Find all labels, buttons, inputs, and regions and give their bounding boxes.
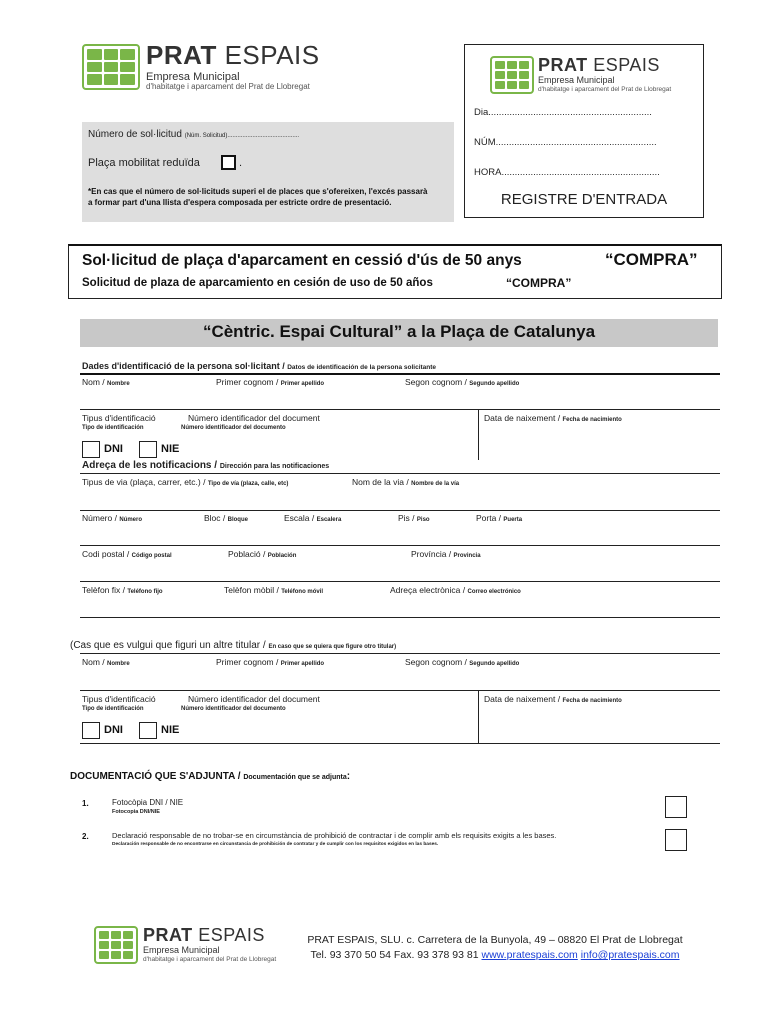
footer-brand-line1: Empresa Municipal xyxy=(143,945,220,956)
second-naix-label: Data de naixement / xyxy=(484,694,561,704)
second-tipus-label: Tipus d'identificació xyxy=(82,694,156,704)
registry-dia: Dia.............................................................. xyxy=(474,107,652,118)
registry-brand-line2: d'habitatge i aparcament del Prat de Llobregat xyxy=(538,86,672,94)
applicant-cognom1-es: Primer apellido xyxy=(280,381,325,387)
address-bloc-label: Bloc / xyxy=(204,513,226,523)
divider xyxy=(478,410,479,460)
reduced-mobility-label: Plaça mobilitat reduïda xyxy=(88,157,200,169)
doc2-text-es: Declaración responsable de no encontrarse en circunstancia de prohibición de contratar y de cumplir con los requisitos exigidos en las bases. xyxy=(112,842,439,847)
second-nom-es: Nombre xyxy=(107,661,130,667)
doc2-text: Declaració responsable de no trobar-se en circumstància de prohibició de contractar i de complir amb els requisits exigits a les bases. xyxy=(112,831,557,840)
brand-light: ESPAIS xyxy=(224,40,320,70)
address-via-label: Tipus de via (plaça, carrer, etc.) / xyxy=(82,477,206,487)
address-bloc-es: Bloque xyxy=(227,517,248,523)
address-porta-label: Porta / xyxy=(476,513,502,523)
second-numid-es: Número identificador del documento xyxy=(181,706,286,712)
second-dni-label: DNI xyxy=(104,724,123,736)
footer-logo xyxy=(94,926,276,964)
applicant-dni-label: DNI xyxy=(104,443,123,455)
applicant-numid-es: Número identificador del documento xyxy=(181,425,286,431)
title-spanish-tag: “COMPRA” xyxy=(506,276,572,290)
applicant-heading-es: Datos de identificación de la persona solicitante xyxy=(287,364,437,371)
reduced-mobility-dot: . xyxy=(239,157,243,169)
applicant-heading: Dades d'identificació de la persona sol·licitant / xyxy=(82,361,285,371)
divider xyxy=(80,545,720,546)
address-provincia-label: Província / xyxy=(411,549,452,559)
request-number-hint: (Núm. Solicitud)........................................... xyxy=(184,133,300,139)
second-cognom1-label: Primer cognom / xyxy=(216,657,279,667)
registry-title: REGISTRE D'ENTRADA xyxy=(500,191,668,208)
address-pis-es: Piso xyxy=(416,517,430,523)
address-telmob-label: Telèfon mòbil / xyxy=(224,585,279,595)
logo-mark-icon xyxy=(82,44,140,90)
applicant-dni-checkbox[interactable] xyxy=(82,441,100,458)
address-numero-label: Número / xyxy=(82,513,117,523)
registry-brand-bold: PRAT xyxy=(538,55,588,76)
divider xyxy=(80,581,720,582)
footer-brand-bold: PRAT xyxy=(143,925,193,946)
divider xyxy=(80,690,720,691)
registry-logo xyxy=(490,56,671,94)
header-logo xyxy=(82,42,320,92)
second-heading-es: En caso que se quiera que figure otro titular) xyxy=(268,644,397,650)
divider xyxy=(80,510,720,511)
applicant-naix-es: Fecha de nacimiento xyxy=(562,417,622,423)
footer-email-link[interactable]: info@pratespais.com xyxy=(580,949,680,961)
doc1-number: 1. xyxy=(82,799,89,808)
address-numero-es: Número xyxy=(119,517,143,523)
address-nomvia-es: Nombre de la vía xyxy=(411,481,460,487)
second-numid-label: Número identificador del document xyxy=(188,694,320,704)
divider xyxy=(478,691,479,743)
second-naix-es: Fecha de nacimiento xyxy=(562,698,622,704)
second-cognom2-es: Segundo apellido xyxy=(469,661,520,667)
address-email-label: Adreça electrònica / xyxy=(390,585,466,595)
divider xyxy=(80,617,720,618)
second-cognom1-es: Primer apellido xyxy=(280,661,325,667)
divider xyxy=(80,653,720,654)
request-number-label: Número de sol·licitud xyxy=(88,129,182,140)
address-nomvia-label: Nom de la via / xyxy=(352,477,409,487)
address-telfix-label: Telèfon fix / xyxy=(82,585,125,595)
address-escala-label: Escala / xyxy=(284,513,315,523)
address-porta-es: Puerta xyxy=(503,517,523,523)
address-poblacio-es: Población xyxy=(267,553,297,559)
divider xyxy=(80,473,720,474)
applicant-nie-checkbox[interactable] xyxy=(139,441,157,458)
doc1-text: Fotocòpia DNI / NIE xyxy=(112,798,184,807)
second-tipus-es: Tipo de identificación xyxy=(82,706,144,712)
brand-line2: d'habitatge i aparcament del Prat de Llobregat xyxy=(146,82,310,92)
address-cp-label: Codi postal / xyxy=(82,549,130,559)
doc2-checkbox[interactable] xyxy=(665,829,687,851)
registry-brand-light: ESPAIS xyxy=(593,55,660,76)
applicant-nie-label: NIE xyxy=(161,443,180,455)
address-telmob-es: Teléfono móvil xyxy=(281,589,324,595)
address-email-es: Correo electrónico xyxy=(467,589,521,595)
address-heading-es: Dirección para las notificaciones xyxy=(219,463,330,470)
address-pis-label: Pis / xyxy=(398,513,415,523)
registry-brand-line1: Empresa Municipal xyxy=(538,75,615,86)
second-nie-checkbox[interactable] xyxy=(139,722,157,739)
doc1-text-es: Fotocopia DNI/NIE xyxy=(112,809,160,815)
reduced-mobility-checkbox[interactable] xyxy=(221,155,236,170)
second-nom-label: Nom / xyxy=(82,657,105,667)
address-poblacio-label: Població / xyxy=(228,549,266,559)
registry-hora: HORA............................................................ xyxy=(474,167,660,178)
applicant-cognom2-label: Segon cognom / xyxy=(405,377,467,387)
divider xyxy=(80,743,720,744)
address-heading: Adreça de les notificacions / xyxy=(82,460,218,471)
footer-phone-fax: Tel. 93 370 50 54 Fax. 93 378 93 81 xyxy=(310,949,479,961)
waiting-list-note: *En cas que el número de sol·licituds superi el de places que s'ofereixen, l'excés passarà a formar part d'una llista d'espera composada per estricte ordre de presentació. xyxy=(88,187,428,207)
footer-logo-mark-icon xyxy=(94,926,138,964)
applicant-numid-label: Número identificador del document xyxy=(188,413,320,423)
applicant-naix-label: Data de naixement / xyxy=(484,413,561,423)
divider xyxy=(80,373,720,375)
docs-heading: DOCUMENTACIÓ QUE S'ADJUNTA / xyxy=(70,771,241,782)
divider xyxy=(80,409,720,410)
footer-web-link[interactable]: www.pratespais.com xyxy=(481,949,578,961)
title-catalan-tag: “COMPRA” xyxy=(605,250,698,269)
doc2-number: 2. xyxy=(82,832,89,841)
title-spanish: Solicitud de plaza de aparcamiento en cesión de uso de 50 años xyxy=(82,277,433,289)
second-heading: (Cas que es vulgui que figuri un altre titular / xyxy=(70,640,266,651)
address-telfix-es: Teléfono fijo xyxy=(127,589,163,595)
footer-address: PRAT ESPAIS, SLU. c. Carretera de la Bunyola, 49 – 08820 El Prat de Llobregat xyxy=(307,934,683,946)
registry-num: NÚM............................................................. xyxy=(474,137,657,148)
applicant-nom-es: Nombre xyxy=(107,381,130,387)
brand-line1: Empresa Municipal xyxy=(146,71,240,83)
docs-heading-colon: : xyxy=(346,771,351,782)
second-nie-label: NIE xyxy=(161,724,180,736)
address-escala-es: Escalera xyxy=(316,517,342,523)
registry-logo-mark-icon xyxy=(490,56,534,94)
footer-brand-light: ESPAIS xyxy=(198,925,265,946)
doc1-checkbox[interactable] xyxy=(665,796,687,818)
title-catalan: Sol·licitud de plaça d'aparcament en cessió d'ús de 50 anys xyxy=(82,252,522,269)
second-dni-checkbox[interactable] xyxy=(82,722,100,739)
applicant-tipus-es: Tipo de identificación xyxy=(82,425,144,431)
docs-heading-es: Documentación que se adjunta xyxy=(243,774,347,781)
second-cognom2-label: Segon cognom / xyxy=(405,657,467,667)
applicant-cognom2-es: Segundo apellido xyxy=(469,381,520,387)
brand-bold: PRAT xyxy=(146,40,217,70)
location-banner-text: “Cèntric. Espai Cultural” a la Plaça de Catalunya xyxy=(202,322,596,341)
address-via-es: Tipo de vía (plaza, calle, etc) xyxy=(207,481,289,487)
applicant-nom-label: Nom / xyxy=(82,377,105,387)
applicant-tipus-label: Tipus d'identificació xyxy=(82,413,156,423)
footer-brand-line2: d'habitatge i aparcament del Prat de Llobregat xyxy=(143,956,277,964)
address-cp-es: Código postal xyxy=(131,553,172,559)
address-provincia-es: Provincia xyxy=(453,553,481,559)
applicant-cognom1-label: Primer cognom / xyxy=(216,377,279,387)
footer-contact-line xyxy=(260,949,730,961)
